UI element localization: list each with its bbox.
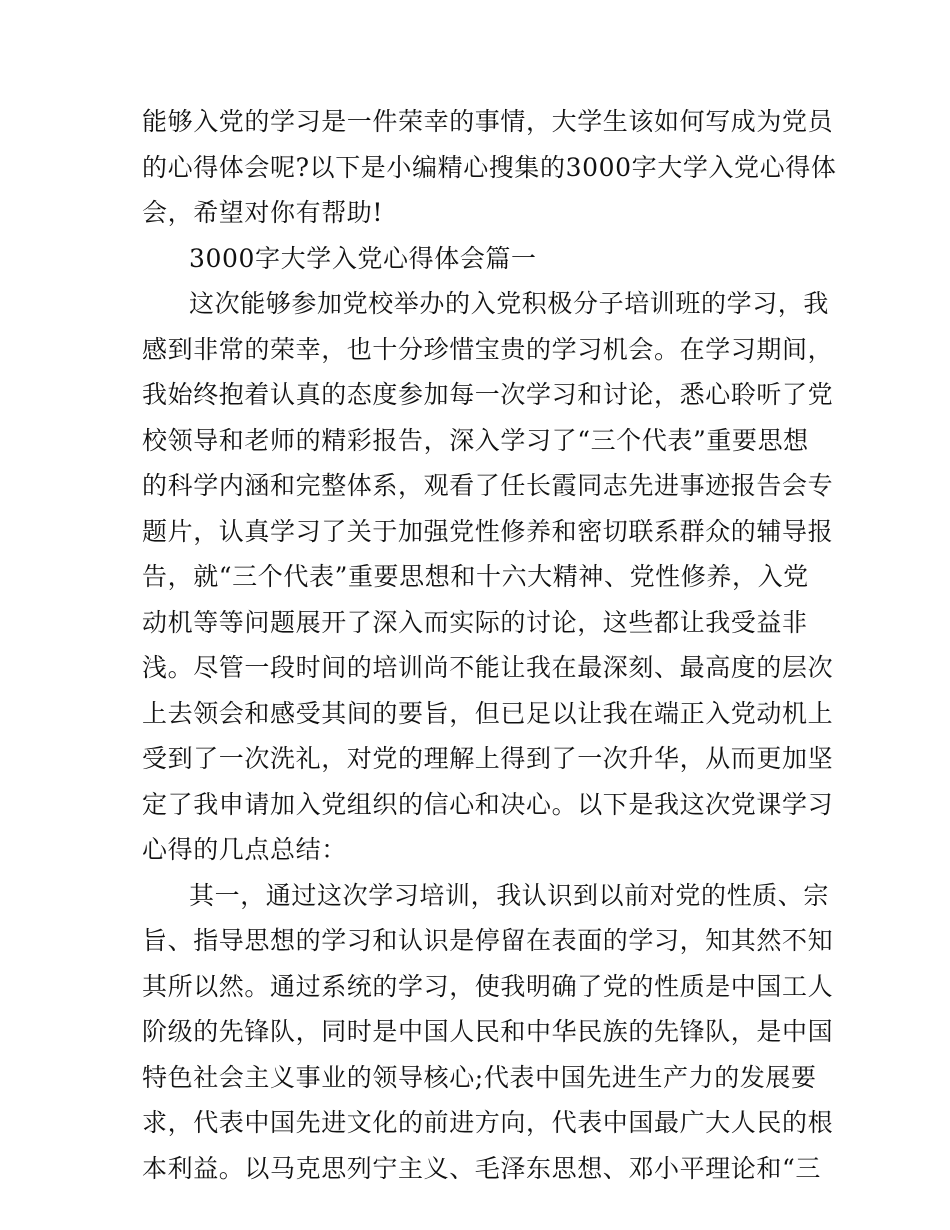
text-line: 的科学内涵和完整体系，观看了任长霞同志先进事迹报告会专: [142, 471, 834, 500]
text-line: 题片，认真学习了关于加强党性修养和密切联系群众的辅导报: [142, 517, 834, 546]
text-line: 能够入党的学习是一件荣幸的事情，大学生该如何写成为党员: [142, 107, 834, 136]
text-line: 本利益。以马克思列宁主义、毛泽东思想、邓小平理论和“三: [142, 1154, 821, 1183]
text-line: 这次能够参加党校举办的入党积极分子培训班的学习，我: [189, 289, 830, 318]
text-line: 的心得体会呢?以下是小编精心搜集的3000字大学入党心得体: [142, 153, 837, 182]
text-line: 我始终抱着认真的态度参加每一次学习和讨论，悉心聆听了党: [142, 380, 834, 409]
text-line: 求，代表中国先进文化的前进方向，代表中国最广大人民的根: [142, 1108, 834, 1137]
text-line: 旨、指导思想的学习和认识是停留在表面的学习，知其然不知: [142, 926, 834, 955]
text-line: 阶级的先锋队，同时是中国人民和中华民族的先锋队，是中国: [142, 1017, 834, 1046]
text-line: 特色社会主义事业的领导核心;代表中国先进生产力的发展要: [142, 1063, 817, 1092]
text-line: 上去领会和感受其间的要旨，但已足以让我在端正入党动机上: [142, 699, 834, 728]
text-line: 校领导和老师的精彩报告，深入学习了“三个代表”重要思想: [142, 426, 809, 455]
text-line: 受到了一次洗礼，对党的理解上得到了一次升华，从而更加坚: [142, 744, 834, 773]
text-line: 其所以然。通过系统的学习，使我明确了党的性质是中国工人: [142, 972, 834, 1001]
text-line: 定了我申请加入党组织的信心和决心。以下是我这次党课学习: [142, 790, 834, 819]
section-heading: 3000字大学入党心得体会篇一: [189, 244, 537, 273]
text-line: 其一，通过这次学习培训，我认识到以前对党的性质、宗: [189, 881, 830, 910]
text-line: 动机等等问题展开了深入而实际的讨论，这些都让我受益非: [142, 608, 808, 637]
text-line: 浅。尽管一段时间的培训尚不能让我在最深刻、最高度的层次: [142, 653, 834, 682]
text-line: 会，希望对你有帮助!: [142, 198, 384, 227]
text-line: 感到非常的荣幸，也十分珍惜宝贵的学习机会。在学习期间，: [142, 335, 834, 364]
text-line: 心得的几点总结：: [142, 835, 347, 864]
text-line: 告，就“三个代表”重要思想和十六大精神、党性修养，入党: [142, 562, 809, 591]
